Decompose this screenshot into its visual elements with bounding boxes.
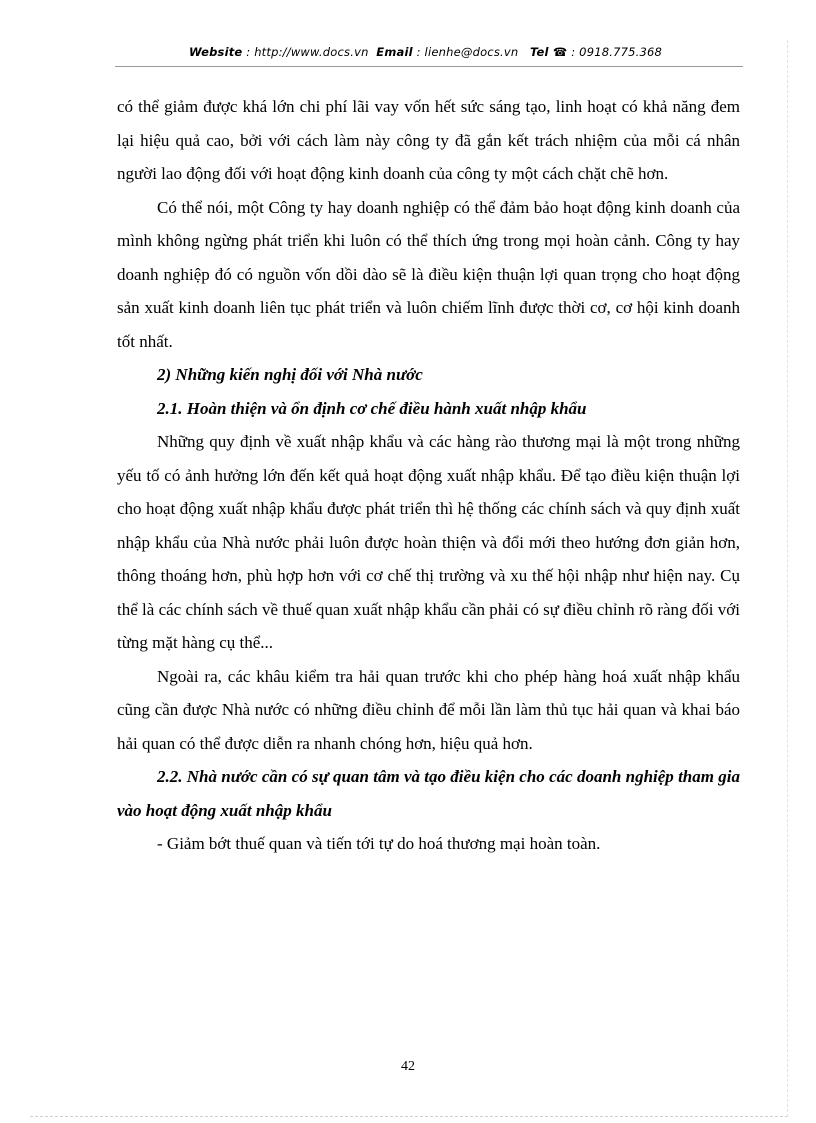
subsection-heading-2-2: 2.2. Nhà nước cần có sự quan tâm và tạo điều kiện cho các doanh nghiệp tham gia vào hoạt động xuất nhập khẩu	[117, 767, 740, 820]
paragraph-export-regulations: Những quy định về xuất nhập khẩu và các hàng rào thương mại là một trong những yếu tố có ảnh hưởng lớn đến kết quả hoạt động xuất nhập khẩu. Để tạo điều kiện thuận lợi cho hoạt động xuất nhập khẩu được phát triển thì hệ thống các chính sách và quy định xuất nhập khẩu của Nhà nước phải luôn được hoàn thiện và đổi mới theo hướng đơn giản hơn, thông thoáng hơn, phù hợp hơn với cơ chế thị trường và xu thế hội nhập như hiện nay. Cụ thể là các chính sách về thuế quan xuất nhập khẩu cần phải có sự điều chỉnh rõ ràng đối với từng mặt hàng cụ thể...	[117, 432, 740, 652]
page-number: 42	[401, 1059, 415, 1074]
tel-label: Tel ☎	[529, 45, 568, 59]
tel-value: : 0918.775.368	[571, 45, 663, 59]
paragraph-company-adaptation: Có thể nói, một Công ty hay doanh nghiệp có thể đảm bảo hoạt động kinh doanh của mình không ngừng phát triển khi luôn có thể thích ứng trong mọi hoàn cảnh. Công ty hay doanh nghiệp đó có nguồn vốn dồi dào sẽ là điều kiện thuận lợi quan trọng cho hoạt động sản xuất kinh doanh liên tục phát triển và luôn chiếm lĩnh được thời cơ, cơ hội kinh doanh tốt nhất.	[117, 197, 740, 351]
page-border-right	[787, 40, 788, 1117]
email-label: Email	[376, 45, 413, 59]
bullet-tariff-reduction: - Giảm bớt thuế quan và tiến tới tự do hoá thương mại hoàn toàn.	[157, 834, 601, 853]
paragraph-continuation: có thể giảm được khá lớn chi phí lãi vay vốn hết sức sáng tạo, linh hoạt có khả năng đem lại hiệu quả cao, bởi với cách làm này công ty đã gắn kết trách nhiệm của mỗi cá nhân người lao động đối với hoạt động kinh doanh của công ty một cách chặt chẽ hơn.	[117, 97, 740, 183]
section-heading-2: 2) Những kiến nghị đối với Nhà nước	[157, 365, 423, 384]
paragraph-customs: Ngoài ra, các khâu kiểm tra hải quan trước khi cho phép hàng hoá xuất nhập khẩu cũng cần được Nhà nước có những điều chỉnh để mỗi lần làm thủ tục hải quan và khai báo hải quan có thể được diễn ra nhanh chóng hơn, hiệu quả hơn.	[117, 666, 740, 753]
email-value: : lienhe@docs.vn	[416, 45, 519, 59]
website-label: Website	[188, 45, 243, 59]
document-body	[117, 90, 740, 861]
header-divider	[115, 66, 743, 67]
website-value: : http://www.docs.vn	[246, 45, 369, 59]
page-header	[110, 45, 741, 67]
subsection-heading-2-1: 2.1. Hoàn thiện và ổn định cơ chế điều hành xuất nhập khẩu	[157, 398, 587, 418]
page-border-bottom	[30, 1116, 788, 1117]
